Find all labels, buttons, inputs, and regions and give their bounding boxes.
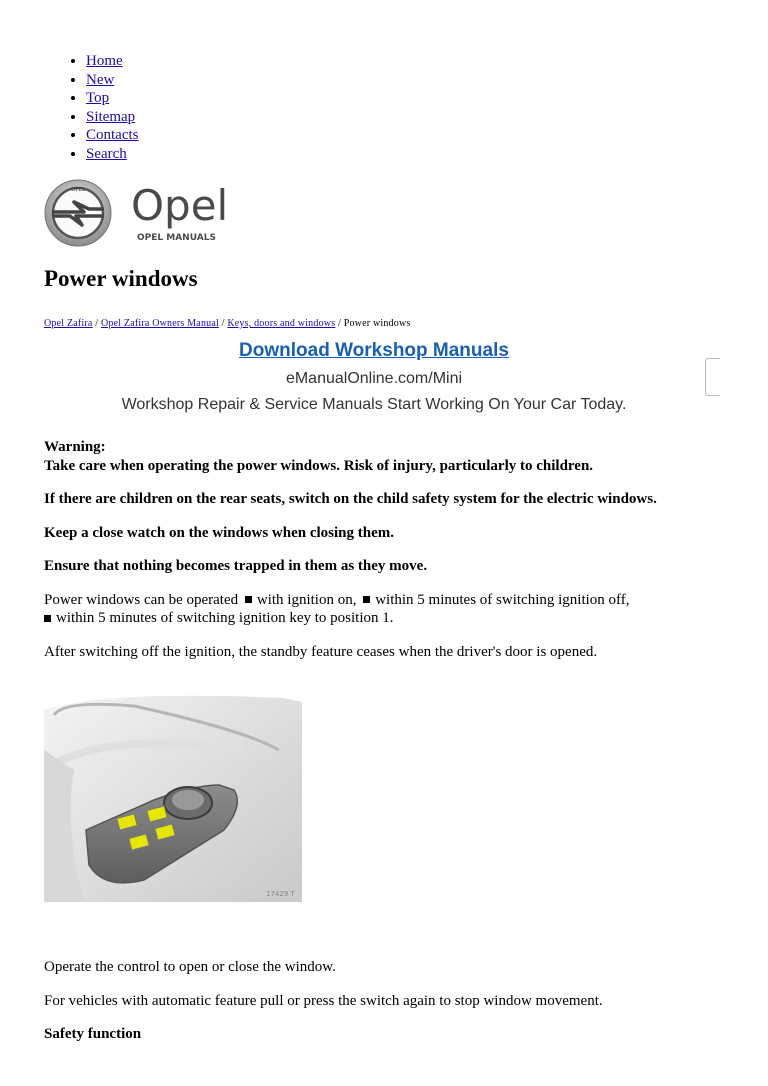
nav-link-new[interactable]: New: [86, 71, 115, 88]
nav-item-new: [86, 71, 139, 90]
ad-side-tab[interactable]: [705, 358, 720, 396]
article-body-continued: [44, 958, 734, 1059]
article-body: [44, 438, 734, 676]
figure-code: 17429 T: [266, 890, 295, 898]
nav-item-home: [86, 52, 139, 71]
warning-label: Warning:: [44, 439, 106, 455]
nav-item-sitemap: [86, 108, 139, 127]
nav-item-top: [86, 89, 139, 108]
ad-description: Workshop Repair & Service Manuals Start Working On Your Car Today.: [121, 396, 627, 413]
watch-warning: Keep a close watch on the windows when closing them.: [44, 524, 395, 541]
automatic-paragraph: For vehicles with automatic feature pull or press the switch again to stop window movement.: [44, 992, 603, 1009]
nav-link-top[interactable]: Top: [86, 90, 110, 106]
breadcrumb-separator: /: [92, 318, 101, 329]
ad-block: [44, 340, 704, 414]
children-warning: If there are children on the rear seats, switch on the child safety system for the electric windows.: [44, 491, 657, 507]
square-bullet-icon: [363, 596, 370, 603]
warning-text: Take care when operating the power windows. Risk of injury, particularly to children.: [44, 457, 594, 474]
breadcrumb-link-opel-zafira[interactable]: Opel Zafira: [44, 318, 93, 329]
operation-item-1: with ignition on,: [256, 591, 357, 608]
breadcrumb-separator: /: [218, 318, 228, 329]
ad-title-link[interactable]: Download Workshop Manuals: [239, 340, 509, 361]
nav-link-sitemap[interactable]: Sitemap: [86, 108, 136, 125]
standby-paragraph: After switching off the ignition, the standby feature ceases when the driver's door is opened.: [44, 643, 598, 660]
logo-badge-text: OPEL: [71, 187, 86, 193]
warning-paragraph: [44, 438, 734, 475]
square-bullet-icon: [245, 596, 252, 603]
nav-link-contacts[interactable]: Contacts: [86, 127, 139, 143]
square-bullet-icon: [44, 615, 51, 622]
logo-subtitle: OPEL MANUALS: [137, 233, 216, 243]
top-nav: [52, 52, 139, 163]
breadcrumb: [44, 318, 410, 329]
breadcrumb-link-keys-doors-windows[interactable]: Keys, doors and windows: [227, 318, 336, 329]
breadcrumb-current: Power windows: [343, 318, 411, 329]
power-window-switch-image: [44, 690, 302, 902]
nav-item-contacts: [86, 126, 139, 145]
operation-item-3: within 5 minutes of switching ignition key to position 1.: [56, 610, 394, 626]
nav-link-home[interactable]: Home: [86, 53, 123, 69]
opel-logo[interactable]: [44, 178, 244, 248]
nav-link-search[interactable]: Search: [86, 145, 127, 162]
operation-conditions: [44, 591, 734, 628]
page-title: Power windows: [44, 266, 198, 291]
breadcrumb-link-owners-manual[interactable]: Opel Zafira Owners Manual: [100, 318, 219, 329]
logo-wordmark: Opel: [131, 181, 229, 230]
nav-item-search: [86, 145, 139, 164]
trapped-warning: Ensure that nothing becomes trapped in them as they move.: [44, 558, 428, 574]
operation-intro: Power windows can be operated: [44, 591, 239, 608]
breadcrumb-separator: /: [335, 318, 344, 329]
ad-url[interactable]: eManualOnline.com/Mini: [285, 370, 463, 387]
operate-paragraph: Operate the control to open or close the window.: [44, 959, 336, 975]
safety-function-heading: Safety function: [44, 1026, 142, 1042]
operation-item-2: within 5 minutes of switching ignition off,: [375, 591, 630, 608]
